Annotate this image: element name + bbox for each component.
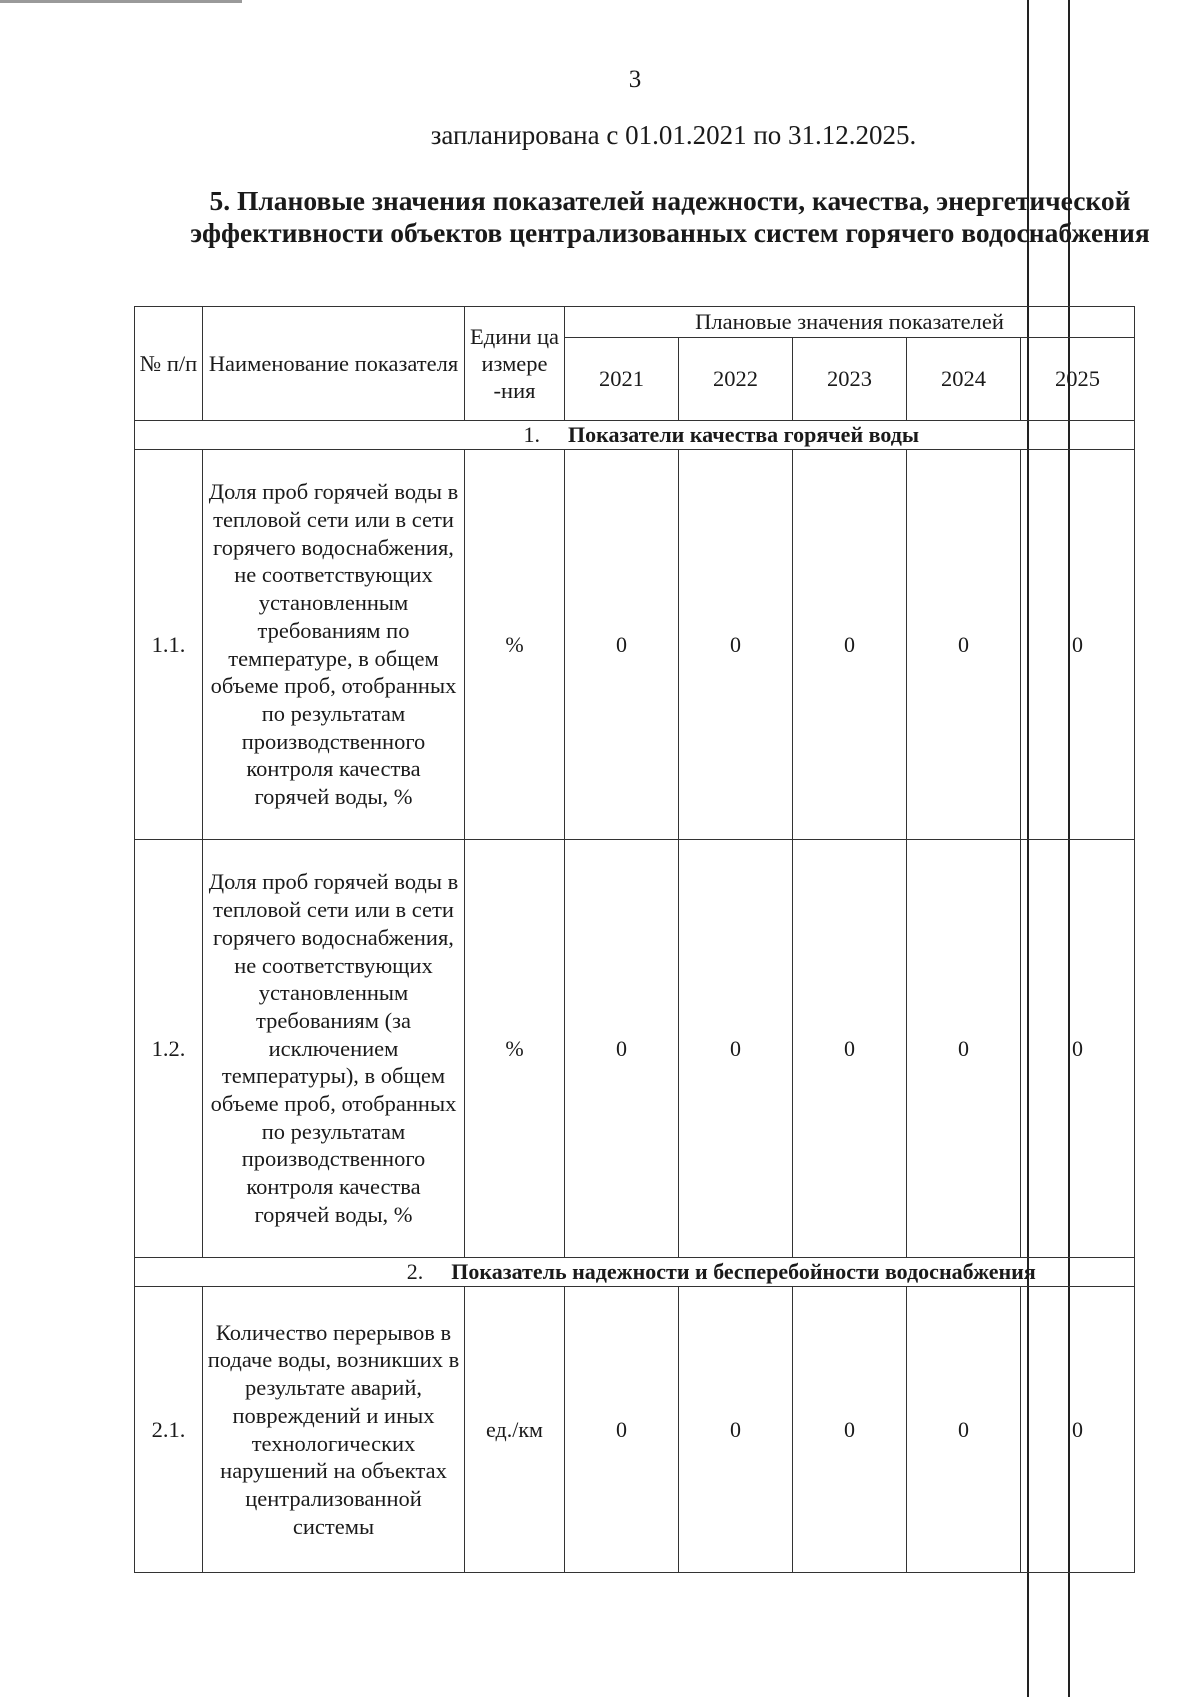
col-header-index: № п/п (135, 307, 203, 421)
value-cell: 0 (793, 450, 907, 840)
value-cell: 0 (793, 840, 907, 1258)
value-cell: 0 (907, 450, 1021, 840)
col-header-unit: Едини ца измере -ния (465, 307, 565, 421)
section-number: 1. (523, 422, 541, 447)
table-row (135, 1287, 1135, 1573)
section-row (135, 421, 1135, 450)
indicator-name: Доля проб горячей воды в тепловой сети или в сети горячего водоснабжения, не соответствующих установленным требованиям по температуре, в общем объеме проб, отобранных по результатам производственного контроля качества горячей воды, % (203, 450, 465, 840)
row-number: 1.2. (135, 840, 203, 1258)
value-cell: 0 (679, 1287, 793, 1573)
header-row (135, 307, 1135, 338)
row-number: 2.1. (135, 1287, 203, 1573)
value-cell: 0 (565, 1287, 679, 1573)
indicator-name: Доля проб горячей воды в тепловой сети или в сети горячего водоснабжения, не соответствующих установленным требованиям (за исключением температуры), в общем объеме проб, отобранных по результатам производственного контроля качества горячей воды, % (203, 840, 465, 1258)
section-number: 2. (406, 1259, 424, 1284)
scan-edge-mark (0, 0, 242, 3)
section-heading: Показатели качества горячей воды (568, 422, 920, 447)
value-cell: 0 (1021, 1287, 1135, 1573)
section-row (135, 1258, 1135, 1287)
col-header-year: 2021 (565, 338, 679, 421)
col-header-year: 2025 (1021, 338, 1135, 421)
unit-cell: % (465, 450, 565, 840)
value-cell: 0 (565, 840, 679, 1258)
col-header-year: 2022 (679, 338, 793, 421)
value-cell: 0 (793, 1287, 907, 1573)
value-cell: 0 (1021, 450, 1135, 840)
col-header-year: 2024 (907, 338, 1021, 421)
unit-cell: % (465, 840, 565, 1258)
value-cell: 0 (565, 450, 679, 840)
value-cell: 0 (907, 840, 1021, 1258)
section-title: 5. Плановые значения показателей надежности, качества, энергетической эффективности объектов централизованных систем горячего водоснабжения (190, 185, 1150, 248)
unit-cell: ед./км (465, 1287, 565, 1573)
page-number: 3 (628, 66, 642, 93)
value-cell: 0 (907, 1287, 1021, 1573)
table-row (135, 450, 1135, 840)
section-heading: Показатель надежности и бесперебойности водоснабжения (451, 1259, 1036, 1284)
indicator-name: Количество перерывов в подаче воды, возникших в результате аварий, повреждений и иных технологических нарушений на объектах централизованной системы (203, 1287, 465, 1573)
col-header-name: Наименование показателя (203, 307, 465, 421)
col-header-plan-values: Плановые значения показателей (565, 307, 1135, 338)
table-row (135, 840, 1135, 1258)
value-cell: 0 (679, 840, 793, 1258)
value-cell: 0 (679, 450, 793, 840)
intro-text: запланирована с 01.01.2021 по 31.12.2025. (430, 120, 917, 150)
row-number: 1.1. (135, 450, 203, 840)
indicators-table (134, 306, 1135, 1573)
value-cell: 0 (1021, 840, 1135, 1258)
col-header-year: 2023 (793, 338, 907, 421)
